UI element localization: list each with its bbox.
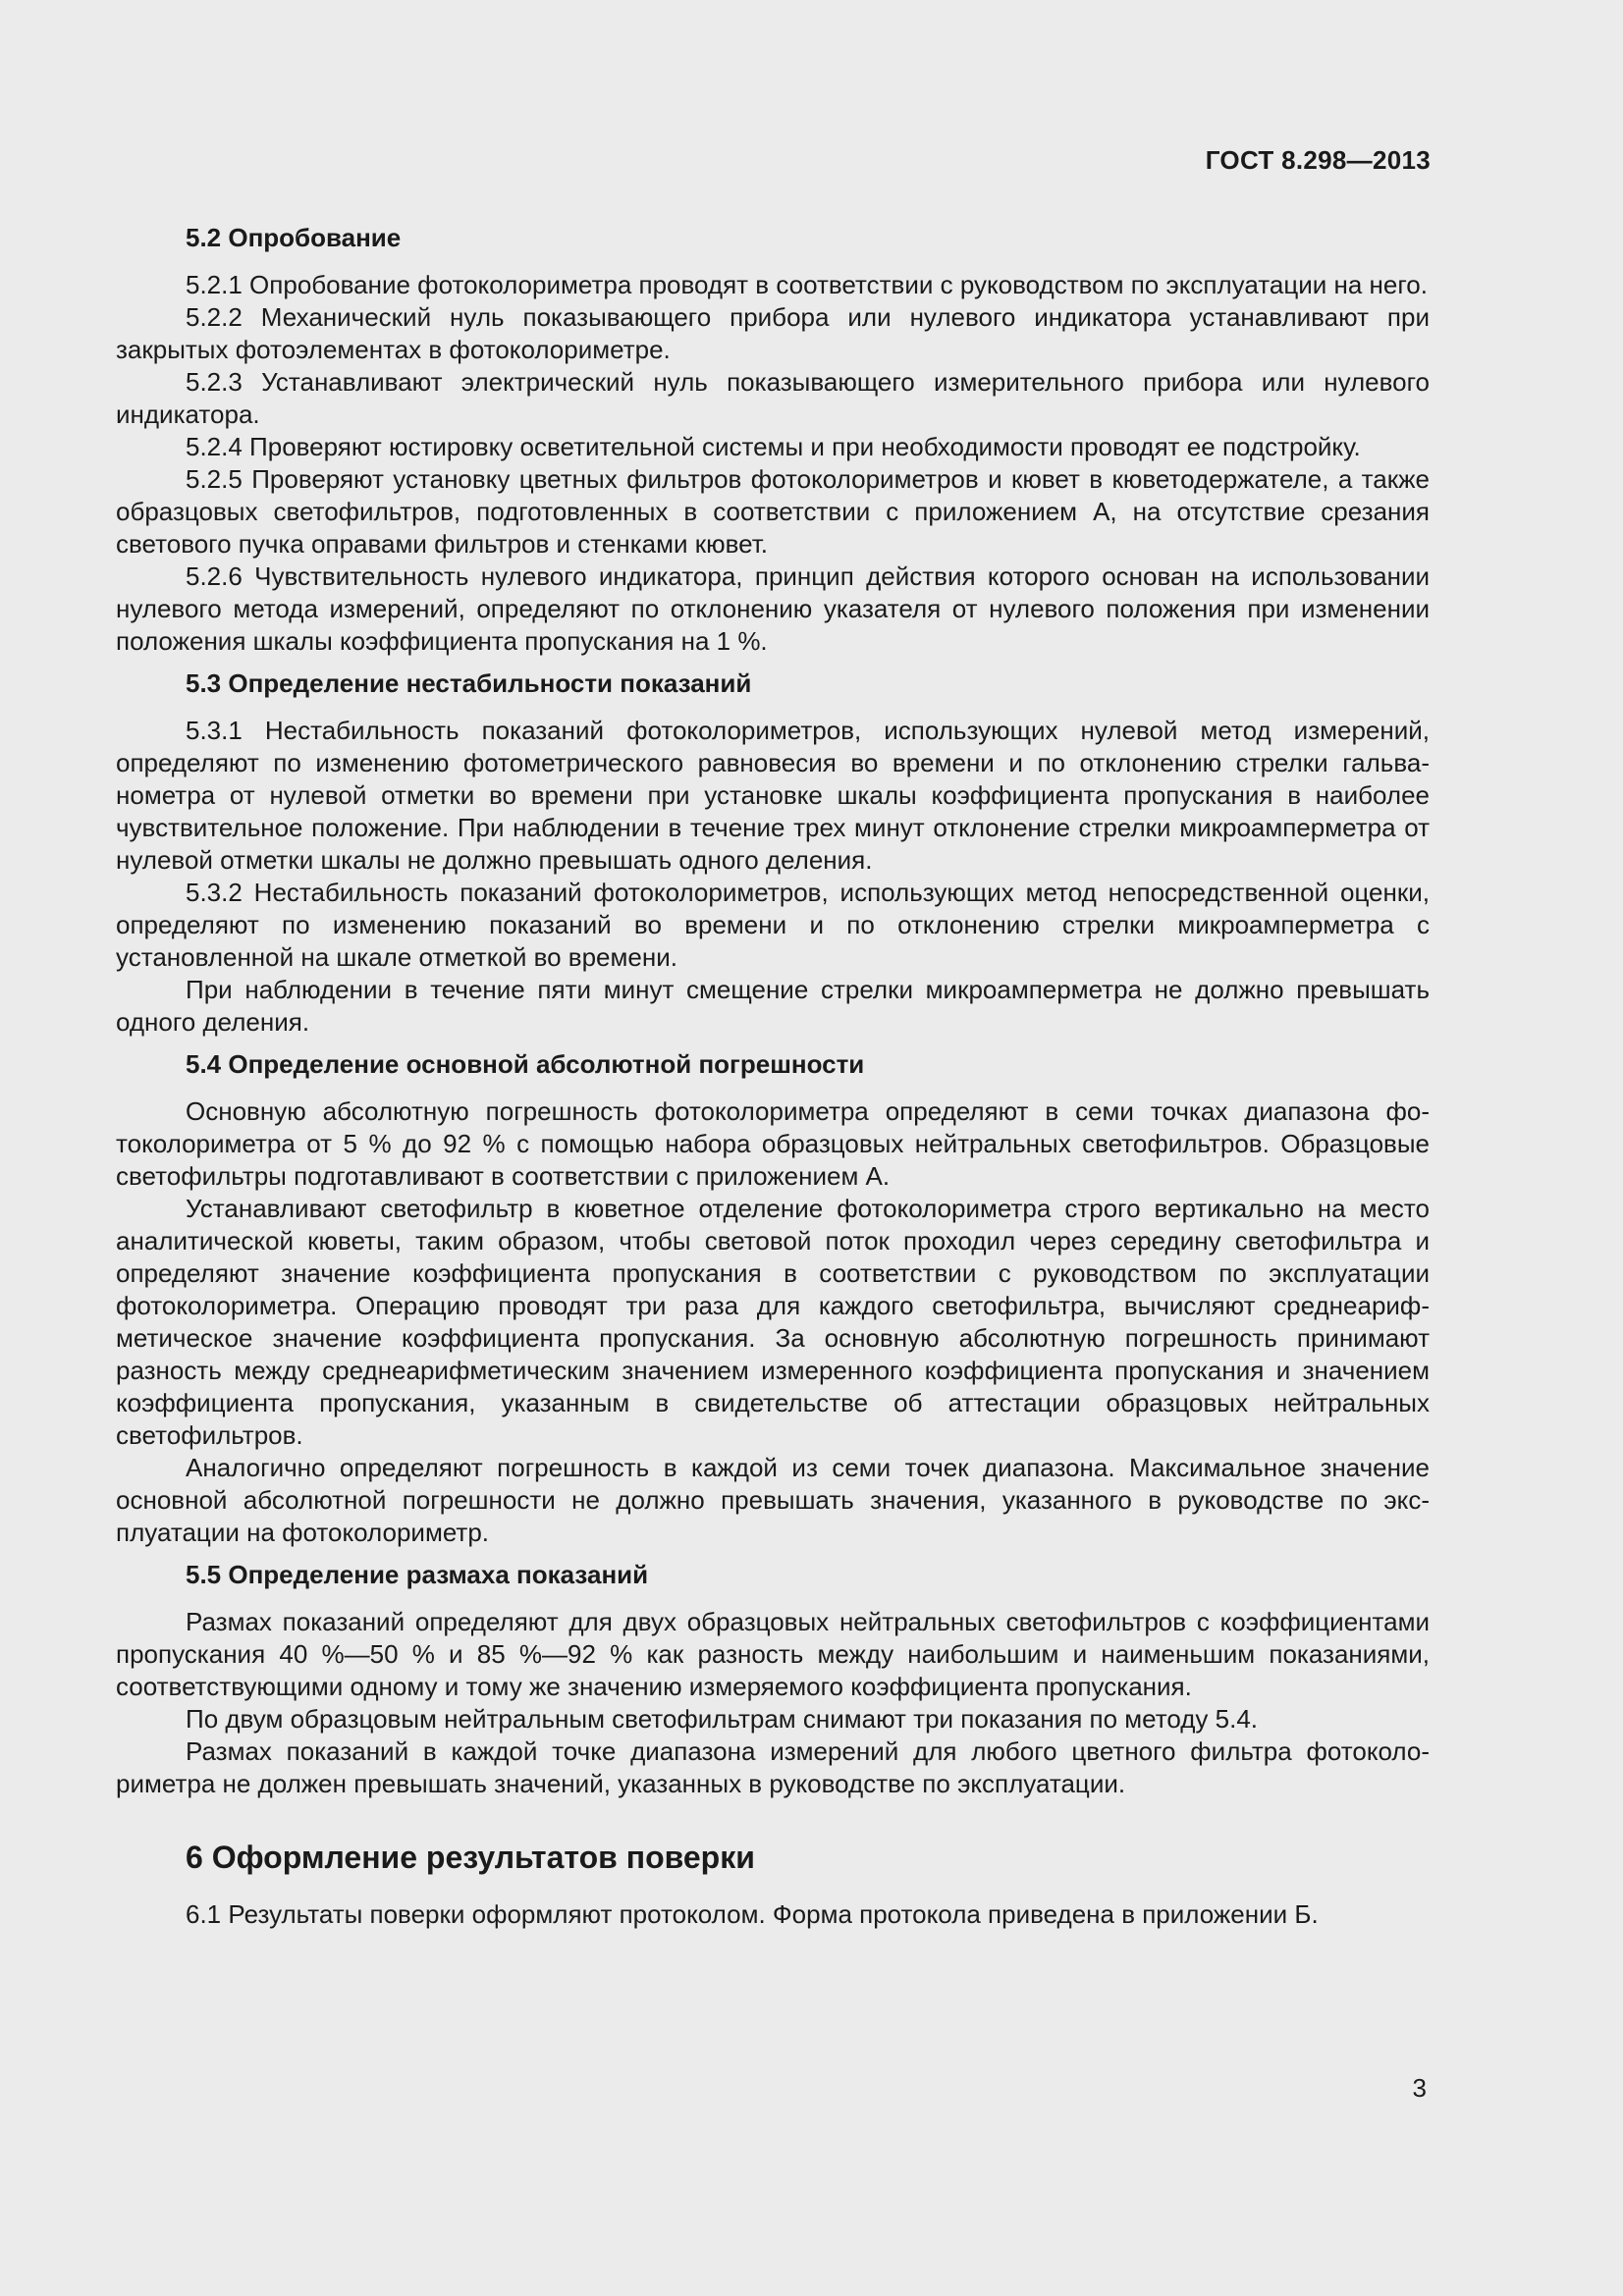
paragraph-5-2-1: 5.2.1 Опробование фотоколориметра проводят в соответствии с руководством по эксплуатации на него. [186, 270, 1428, 299]
paragraph-5-4-b: Устанавливают светофильтр в кюветное отделение фотоколориметра строго вертикально на место аналитической кюветы, таким образом, чтобы световой поток проходил через середину светофильтра и определяют значение коэффициента пропускания в соответствии с руководством по эксплуатации фотоколориметра. Операцию проводят три раза для каждого светофильтра, вычисляют среднеарифметическое значение коэффициента пропускания. За основную абсолютную погрешность принимают разность между среднеарифметическим значением измеренного коэффициента пропускания и значением коэффициента пропускания, указанным в свидетельстве об аттестации образцовых нейтральных светофильтров. [116, 1194, 1430, 1450]
section-heading-5-5: 5.5 Определение размаха показаний [186, 1560, 649, 1589]
paragraph-5-3-1: 5.3.1 Нестабильность показаний фотоколориметров, использующих нулевой метод измерений, определяют по изменению фотометрического равновесия во времени и по отклонению стрелки гальванометра от нулевой отметки во времени при установке шкалы коэффициента пропускания в наиболее чувствительное положение. При наблюдении в течение трех минут отклонение стрелки микроамперметра от нулевой отметки шкалы не должно превышать одного деления. [116, 716, 1430, 875]
paragraph-6-1: 6.1 Результаты поверки оформляют протоколом. Форма протокола приведена в приложении Б. [186, 1899, 1319, 1929]
chapter-heading-6: 6 Оформление результатов поверки [186, 1840, 755, 1875]
paragraph-5-4-c: Аналогично определяют погрешность в каждой из семи точек диапазона. Максимальное значение основной абсолютной погрешности не должно превышать значения, указанного в руководстве по эксплуатации на фотоколориметр. [116, 1453, 1430, 1547]
paragraph-5-3-note: При наблюдении в течение пяти минут смещение стрелки микроамперметра не должно превышать одного деления. [116, 975, 1430, 1037]
page-number: 3 [1412, 2073, 1427, 2103]
section-heading-5-4: 5.4 Определение основной абсолютной погрешности [186, 1049, 865, 1079]
paragraph-5-5-a: Размах показаний определяют для двух образцовых нейтральных светофильтров с коэффициентами пропускания 40 %—50 % и 85 %—92 % как разность между наибольшим и наименьшим показаниями, соответствующими одному и тому же значению измеряемого коэффициента пропускания. [116, 1607, 1430, 1701]
paragraph-5-2-4: 5.2.4 Проверяют юстировку осветительной системы и при необходимости проводят ее подстройку. [186, 432, 1361, 461]
page-body [116, 222, 1430, 1931]
section-heading-5-3: 5.3 Определение нестабильности показаний [186, 668, 752, 698]
paragraph-5-3-2: 5.3.2 Нестабильность показаний фотоколориметров, использующих метод непосредственной оценки, определяют по изменению показаний во времени и по отклонению стрелки микроамперметра с установленной на шкале отметкой во времени. [116, 878, 1430, 972]
paragraph-5-5-b: По двум образцовым нейтральным светофильтрам снимают три показания по методу 5.4. [186, 1704, 1259, 1734]
paragraph-5-2-3: 5.2.3 Устанавливают электрический нуль показывающего измерительного прибора или нулевого индикатора. [116, 367, 1430, 429]
paragraph-5-2-5: 5.2.5 Проверяют установку цветных фильтров фотоколориметров и кювет в кюветодержателе, а также образцовых светофильтров, подготовленных в соответствии с приложением А, на отсутствие срезания светового пучка оправами фильтров и стенками кювет. [116, 464, 1430, 559]
paragraph-5-2-2: 5.2.2 Механический нуль показывающего прибора или нулевого индикатора устанавливают при закрытых фотоэлементах в фотоколориметре. [116, 302, 1430, 364]
document-code: ГОСТ 8.298—2013 [1205, 145, 1431, 175]
paragraph-5-5-c: Размах показаний в каждой точке диапазона измерений для любого цветного фильтра фотоколориметра не должен превышать значений, указанных в руководстве по эксплуатации. [116, 1736, 1430, 1798]
paragraph-5-4-a: Основную абсолютную погрешность фотоколориметра определяют в семи точках диапазона фотоколориметра от 5 % до 92 % с помощью набора образцовых нейтральных светофильтров. Образцовые светофильтры подготавливают в соответствии с приложением А. [116, 1096, 1430, 1191]
paragraph-5-2-6: 5.2.6 Чувствительность нулевого индикатора, принцип действия которого основан на использовании нулевого метода измерений, определяют по отклонению указателя от нулевого положения при изменении положения шкалы коэффициента пропускания на 1 %. [116, 561, 1430, 656]
section-heading-5-2: 5.2 Опробование [186, 223, 402, 252]
